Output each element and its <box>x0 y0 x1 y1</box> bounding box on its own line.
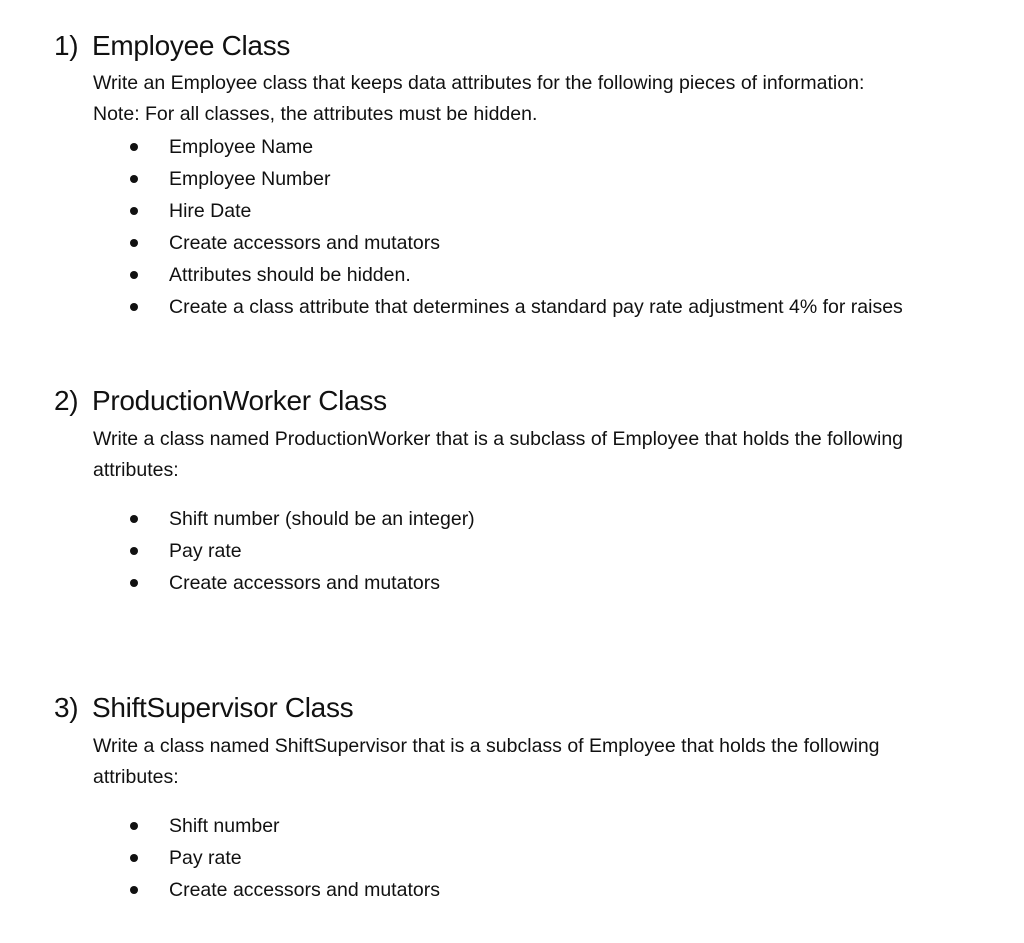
bullet-icon <box>130 547 138 555</box>
bullet-icon <box>130 822 138 830</box>
bullet-icon <box>130 239 138 247</box>
list-item <box>0 195 1024 227</box>
description-line: Write a class named ShiftSupervisor that is a subclass of Employee that holds the following <box>93 735 880 757</box>
attribute-list <box>0 131 1024 323</box>
bullet-icon <box>130 515 138 523</box>
list-item <box>0 259 1024 291</box>
section-number: 3) <box>54 692 79 723</box>
list-item <box>0 163 1024 195</box>
description-line: Note: For all classes, the attributes must be hidden. <box>93 103 538 125</box>
list-item <box>0 810 1024 842</box>
description-line: Write a class named ProductionWorker that is a subclass of Employee that holds the following <box>93 428 904 450</box>
list-item-text: Create accessors and mutators <box>169 572 440 594</box>
list-item-text: Shift number (should be an integer) <box>169 508 475 530</box>
section-title: Employee Class <box>92 30 291 61</box>
description-line: attributes: <box>93 766 179 788</box>
description-line: Write an Employee class that keeps data attributes for the following pieces of information: <box>93 72 865 94</box>
section-heading <box>54 29 290 63</box>
list-item-text: Pay rate <box>169 847 242 869</box>
bullet-icon <box>130 143 138 151</box>
bullet-icon <box>130 854 138 862</box>
section-description <box>93 424 1003 486</box>
attribute-list <box>0 503 1024 599</box>
list-item <box>0 842 1024 874</box>
bullet-icon <box>130 579 138 587</box>
list-item <box>0 227 1024 259</box>
section-number: 1) <box>54 30 79 61</box>
list-item-text: Create accessors and mutators <box>169 232 440 254</box>
section-title: ShiftSupervisor Class <box>92 692 354 723</box>
list-item-text: Employee Number <box>169 168 331 190</box>
bullet-icon <box>130 207 138 215</box>
list-item-text: Shift number <box>169 815 280 837</box>
list-item-text: Pay rate <box>169 540 242 562</box>
bullet-icon <box>130 303 138 311</box>
list-item <box>0 874 1024 906</box>
list-item-text: Hire Date <box>169 200 252 222</box>
list-item <box>0 535 1024 567</box>
list-item <box>0 567 1024 599</box>
bullet-icon <box>130 175 138 183</box>
section-heading <box>54 384 387 418</box>
description-line: attributes: <box>93 459 179 481</box>
section-description <box>93 68 1003 130</box>
list-item <box>0 131 1024 163</box>
section-number: 2) <box>54 385 79 416</box>
section-title: ProductionWorker Class <box>92 385 387 416</box>
list-item-text: Create accessors and mutators <box>169 879 440 901</box>
list-item-text: Employee Name <box>169 136 314 158</box>
bullet-icon <box>130 271 138 279</box>
list-item-text: Create a class attribute that determines a standard pay rate adjustment 4% for raises <box>169 296 903 318</box>
attribute-list <box>0 810 1024 906</box>
bullet-icon <box>130 886 138 894</box>
list-item <box>0 291 1024 323</box>
section-description <box>93 731 1003 793</box>
list-item-text: Attributes should be hidden. <box>169 264 411 286</box>
section-heading <box>54 691 353 725</box>
list-item <box>0 503 1024 535</box>
